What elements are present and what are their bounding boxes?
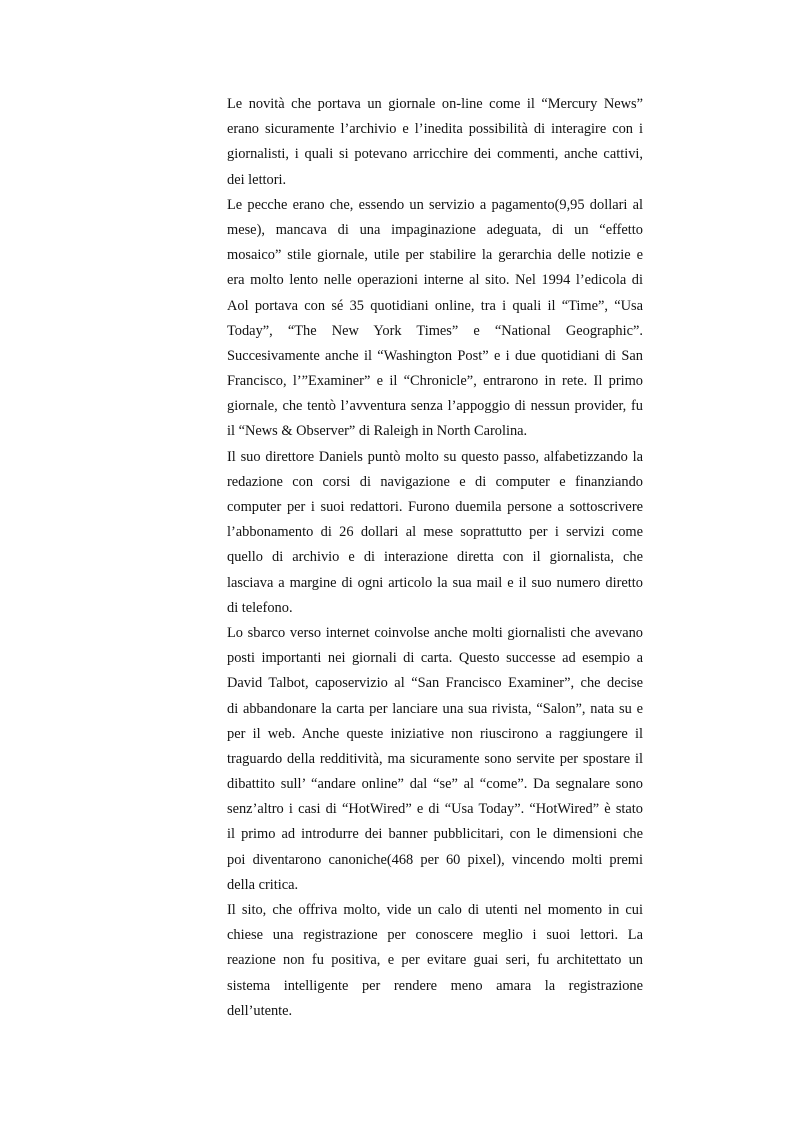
text-line: mosaico” stile giornale, utile per stabilire la gerarchia delle notizie e bbox=[227, 247, 643, 264]
text-line: Francisco, l’”Examiner” e il “Chronicle”, entrarono in rete. Il primo bbox=[227, 373, 643, 390]
text-line: dell’utente. bbox=[227, 1002, 293, 1019]
text-line: giornale, che tentò l’avventura senza l’appoggio di nessun provider, fu bbox=[227, 398, 643, 415]
text-line: della critica. bbox=[227, 876, 299, 893]
text-line: redazione con corsi di navigazione e di computer e finanziando bbox=[227, 473, 643, 490]
text-line: chiese una registrazione per conoscere meglio i suoi lettori. La bbox=[227, 927, 643, 944]
text-line: di telefono. bbox=[227, 599, 293, 616]
text-line: reazione non fu positiva, e per evitare guai seri, fu architettato un bbox=[227, 952, 643, 969]
paragraph-sito bbox=[227, 898, 643, 1024]
paragraph-mercury-news bbox=[227, 92, 643, 193]
text-line: per il web. Anche queste iniziative non riuscirono a raggiungere il bbox=[227, 725, 643, 742]
paragraph-sbarco bbox=[227, 621, 643, 898]
text-line: Il suo direttore Daniels puntò molto su questo passo, alfabetizzando la bbox=[227, 448, 643, 465]
text-line: Succesivamente anche il “Washington Post” e i due quotidiani di San bbox=[227, 347, 643, 364]
text-line: computer per i suoi redattori. Furono duemila persone a sottoscrivere bbox=[227, 499, 643, 515]
text-line: giornalisti, i quali si potevano arricchire dei commenti, anche cattivi, bbox=[227, 146, 643, 163]
text-line: David Talbot, caposervizio al “San Francisco Examiner”, che decise bbox=[227, 675, 643, 692]
text-line: Il sito, che offriva molto, vide un calo di utenti nel momento in cui bbox=[227, 902, 643, 918]
paragraph-pecche bbox=[227, 193, 643, 445]
text-line: Aol portava con sé 35 quotidiani online, tra i quali il “Time”, “Usa bbox=[227, 297, 643, 314]
text-column bbox=[227, 92, 643, 1024]
text-line: lasciava a margine di ogni articolo la sua mail e il suo numero diretto bbox=[227, 574, 643, 591]
text-line: di abbandonare la carta per lanciare una sua rivista, “Salon”, nata su e bbox=[227, 700, 643, 717]
text-line: senz’altro i casi di “HotWired” e di “Usa Today”. “HotWired” è stato bbox=[227, 801, 643, 818]
text-line: posti importanti nei giornali di carta. Questo successe ad esempio a bbox=[227, 650, 643, 667]
text-line: traguardo della redditività, ma sicuramente sono servite per spostare il bbox=[227, 750, 643, 767]
paragraph-daniels bbox=[227, 445, 643, 621]
text-line: poi diventarono canoniche(468 per 60 pixel), vincendo molti premi bbox=[227, 851, 643, 868]
text-line: l’abbonamento di 26 dollari al mese soprattutto per i servizi come bbox=[227, 524, 643, 541]
text-line: mese), mancava di una impaginazione adeguata, di un “effetto bbox=[227, 221, 643, 238]
text-line: dibattito sull’ “andare online” dal “se” al “come”. Da segnalare sono bbox=[227, 776, 643, 793]
text-line: Lo sbarco verso internet coinvolse anche molti giornalisti che avevano bbox=[227, 624, 643, 641]
text-line: il “News & Observer” di Raleigh in North Carolina. bbox=[227, 423, 528, 440]
text-line: dei lettori. bbox=[227, 171, 287, 188]
text-line: quello di archivio e di interazione diretta con il giornalista, che bbox=[227, 549, 643, 566]
text-line: era molto lento nelle operazioni interne al sito. Nel 1994 l’edicola di bbox=[227, 272, 643, 289]
text-line: Le pecche erano che, essendo un servizio a pagamento(9,95 dollari al bbox=[227, 196, 643, 213]
text-line: sistema intelligente per rendere meno amara la registrazione bbox=[227, 977, 643, 994]
text-line: erano sicuramente l’archivio e l’inedita possibilità di interagire con i bbox=[227, 121, 643, 138]
text-line: Le novità che portava un giornale on-line come il “Mercury News” bbox=[227, 96, 643, 112]
text-line: Today”, “The New York Times” e “National Geographic”. bbox=[227, 322, 643, 339]
text-line: il primo ad introdurre dei banner pubblicitari, con le dimensioni che bbox=[227, 826, 643, 843]
